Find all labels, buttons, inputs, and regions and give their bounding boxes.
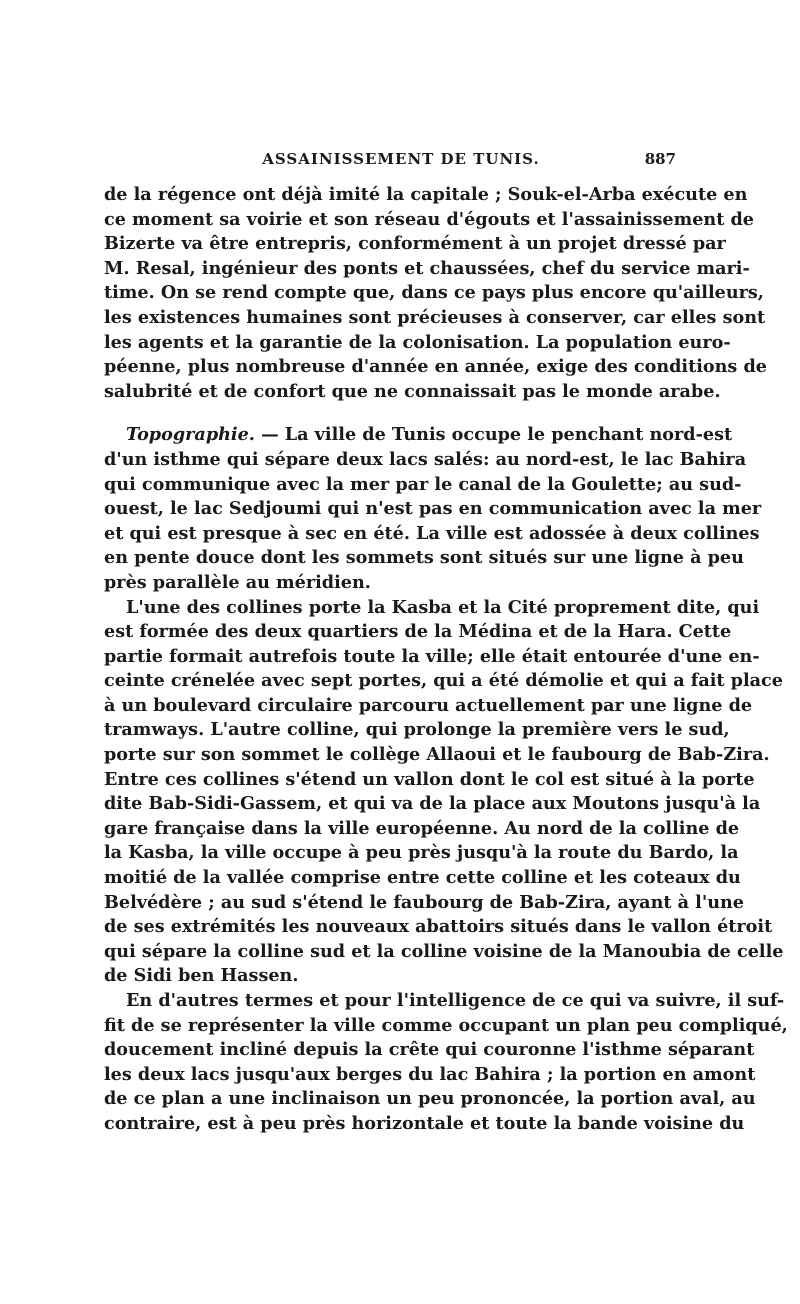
text-line: Entre ces collines s'étend un vallon dont le col est situé à la porte [104,768,755,790]
paragraph [104,596,784,990]
paragraph-spacer [104,404,678,423]
paragraph [104,183,767,404]
text-line: tramways. L'autre colline, qui prolonge la première vers le sud, [104,719,730,741]
paragraph [104,989,788,1137]
paragraph [104,423,762,595]
text-line: dite Bab-Sidi-Gassem, et qui va de la place aux Moutons jusqu'à la [104,793,761,815]
text-line: L'une des collines porte la Kasba et la Cité proprement dite, qui [126,596,760,618]
text-line: gare française dans la ville européenne. Au nord de la colline de [104,817,740,839]
text-line: est formée des deux quartiers de la Médina et de la Hara. Cette [104,621,732,643]
text-line: les agents et la garantie de la colonisation. La population euro- [104,331,731,353]
text-line: de ce plan a une inclinaison un peu prononcée, la portion aval, au [104,1088,756,1110]
text-line: salubrité et de confort que ne connaissait pas le monde arabe. [104,380,721,402]
text-line: et qui est presque à sec en été. La ville est adossée à deux collines [104,522,760,544]
text-line: contraire, est à peu près horizontale et toute la bande voisine du [104,1112,745,1134]
text-line: de la régence ont déjà imité la capitale ; Souk-el-Arba exécute en [104,184,748,205]
text-line: ouest, le lac Sedjoumi qui n'est pas en communication avec la mer [104,498,762,520]
text-line: en pente douce dont les sommets sont situés sur une ligne à peu [104,547,744,569]
heading-line-text: — La ville de Tunis occupe le penchant nord-est [261,424,733,446]
text-line: porte sur son sommet le collège Allaoui et le faubourg de Bab-Zira. [104,744,770,766]
text-line: moitié de la vallée comprise entre cette colline et les coteaux du [104,867,741,889]
text-line: qui sépare la colline sud et la colline voisine de la Manoubia de celle [104,940,784,962]
text-line: doucement incliné depuis la crête qui couronne l'isthme séparant [104,1039,755,1061]
text-line: qui communique avec la mer par le canal de la Goulette; au sud- [104,473,742,495]
text-line: Belvédère ; au sud s'étend le faubourg de Bab-Zira, ayant à l'une [104,891,744,913]
page-header [104,150,678,174]
text-line: time. On se rend compte que, dans ce pays plus encore qu'ailleurs, [104,282,764,304]
text-line: les deux lacs jusqu'aux berges du lac Bahira ; la portion en amont [104,1063,756,1085]
text-line: de ses extrémités les nouveaux abattoirs situés dans le vallon étroit [104,916,773,938]
text-line: près parallèle au méridien. [104,571,371,593]
body-text [104,183,788,1137]
text-line: de Sidi ben Hassen. [104,965,299,987]
text-line: la Kasba, la ville occupe à peu près jusqu'à la route du Bardo, la [104,842,739,864]
text-line: M. Resal, ingénieur des ponts et chaussées, chef du service mari- [104,257,750,279]
section-heading: Topographie. [126,424,255,446]
text-line: péenne, plus nombreuse d'année en année, exige des conditions de [104,356,767,378]
text-line: partie formait autrefois toute la ville; elle était entourée d'une en- [104,645,760,667]
page-number: 887 [644,150,676,168]
text-line [104,423,733,448]
text-line: d'un isthme qui sépare deux lacs salés: au nord-est, le lac Bahira [104,448,747,470]
text-line: fit de se représenter la ville comme occupant un plan peu compliqué, [104,1014,788,1036]
text-line: En d'autres termes et pour l'intelligence de ce qui va suivre, il suf- [126,990,785,1011]
text-line: Bizerte va être entrepris, conformément à un projet dressé par [104,233,726,255]
text-line: les existences humaines sont précieuses à conserver, car elles sont [104,306,766,328]
text-line: à un boulevard circulaire parcouru actuellement par une ligne de [104,694,753,716]
text-line: ce moment sa voirie et son réseau d'égouts et l'assainissement de [104,208,754,230]
text-line: ceinte crénelée avec sept portes, qui a été démolie et qui a fait place [104,670,783,692]
running-title: ASSAINISSEMENT DE TUNIS. [262,150,540,168]
